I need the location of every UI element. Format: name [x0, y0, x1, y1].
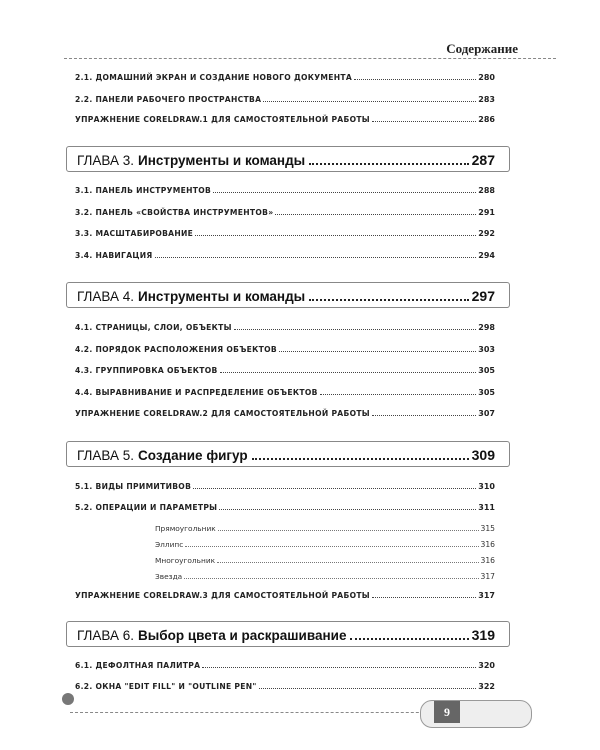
leader-dots [202, 667, 476, 668]
leader-dots [185, 546, 478, 547]
toc-entry-label: 4.4. ВЫРАВНИВАНИЕ И РАСПРЕДЕЛЕНИЕ ОБЪЕКТОВ [75, 388, 318, 397]
toc-subentry-label: Прямоугольник [155, 524, 216, 533]
toc-entry-label: УПРАЖНЕНИЕ CORELDRAW.2 ДЛЯ САМОСТОЯТЕЛЬНОЙ РАБОТЫ [75, 409, 370, 418]
toc-entry-page: 292 [478, 229, 495, 238]
chapter-page: 309 [471, 447, 495, 463]
toc-entry-label: 5.2. ОПЕРАЦИИ И ПАРАМЕТРЫ [75, 503, 218, 512]
leader-dots [252, 458, 469, 460]
leader-dots [309, 299, 468, 301]
leader-dots [259, 688, 477, 689]
toc-subentry[interactable] [155, 540, 495, 549]
toc-entry[interactable] [75, 409, 495, 418]
leader-dots [213, 192, 476, 193]
leader-dots [372, 597, 476, 598]
toc-entry[interactable] [75, 251, 495, 260]
toc-subentry-label: Звезда [155, 572, 183, 581]
toc-entry-label: УПРАЖНЕНИЕ CORELDRAW.1 ДЛЯ САМОСТОЯТЕЛЬНОЙ РАБОТЫ [75, 115, 370, 124]
chapter-heading[interactable] [66, 146, 510, 172]
toc-entry[interactable] [75, 345, 495, 354]
toc-entry-page: 298 [478, 323, 495, 332]
toc-entry-label: 4.1. СТРАНИЦЫ, СЛОИ, ОБЪЕКТЫ [75, 323, 232, 332]
chapter-page: 297 [471, 288, 495, 304]
chapter-title: Создание фигур [138, 448, 248, 463]
leader-dots [372, 415, 476, 416]
toc-entry-label: 4.3. ГРУППИРОВКА ОБЪЕКТОВ [75, 366, 218, 375]
toc-entry-page: 280 [478, 73, 495, 82]
leader-dots [218, 530, 479, 531]
toc-entry-page: 291 [478, 208, 495, 217]
toc-entry[interactable] [75, 661, 495, 670]
toc-entry-page: 283 [478, 95, 495, 104]
toc-entry-label: 6.2. ОКНА "EDIT FILL" И "OUTLINE PEN" [75, 682, 257, 691]
toc-subentry[interactable] [155, 524, 495, 533]
leader-dots [155, 257, 477, 258]
leader-dots [220, 372, 477, 373]
toc-entry[interactable] [75, 323, 495, 332]
leader-dots [279, 351, 476, 352]
toc-entry-label: 5.1. ВИДЫ ПРИМИТИВОВ [75, 482, 192, 491]
toc-entry-page: 288 [478, 186, 495, 195]
toc-entry-label: УПРАЖНЕНИЕ CORELDRAW.3 ДЛЯ САМОСТОЯТЕЛЬНОЙ РАБОТЫ [75, 591, 370, 600]
chapter-page: 287 [471, 152, 495, 168]
chapter-number: ГЛАВА 5. [77, 448, 134, 463]
toc-entry[interactable] [75, 388, 495, 397]
toc-entry[interactable] [75, 682, 495, 691]
toc-entry-page: 310 [478, 482, 495, 491]
toc-subentry-page: 316 [480, 556, 495, 565]
toc-entry-page: 303 [478, 345, 495, 354]
toc-entry-label: 3.1. ПАНЕЛЬ ИНСТРУМЕНТОВ [75, 186, 212, 195]
toc-entry[interactable] [75, 73, 495, 82]
toc-entry[interactable] [75, 115, 495, 124]
leader-dots [217, 562, 478, 563]
toc-entry[interactable] [75, 503, 495, 512]
header-divider [64, 58, 556, 59]
chapter-number: ГЛАВА 3. [77, 153, 134, 168]
leader-dots [350, 638, 468, 640]
leader-dots [234, 329, 477, 330]
chapter-heading[interactable] [66, 441, 510, 467]
leader-dots [195, 235, 476, 236]
leader-dots [263, 101, 476, 102]
leader-dots [309, 163, 468, 165]
toc-entry-page: 286 [478, 115, 495, 124]
chapter-number: ГЛАВА 6. [77, 628, 134, 643]
toc-entry-page: 317 [478, 591, 495, 600]
toc-entry[interactable] [75, 95, 495, 104]
leader-dots [219, 509, 476, 510]
toc-subentry[interactable] [155, 556, 495, 565]
toc-entry[interactable] [75, 366, 495, 375]
toc-entry-label: 6.1. ДЕФОЛТНАЯ ПАЛИТРА [75, 661, 201, 670]
toc-subentry[interactable] [155, 572, 495, 581]
toc-subentry-label: Эллипс [155, 540, 184, 549]
toc-entry-label: 3.4. НАВИГАЦИЯ [75, 251, 153, 260]
leader-dots [372, 121, 476, 122]
chapter-number: ГЛАВА 4. [77, 289, 134, 304]
running-header-title: Содержание [446, 41, 518, 56]
toc-entry-page: 305 [478, 388, 495, 397]
chapter-title: Выбор цвета и раскрашивание [138, 628, 347, 643]
toc-entry[interactable] [75, 482, 495, 491]
chapter-title: Инструменты и команды [138, 289, 306, 304]
toc-entry[interactable] [75, 186, 495, 195]
leader-dots [184, 578, 478, 579]
toc-entry[interactable] [75, 591, 495, 600]
page-number: 9 [434, 701, 460, 723]
toc-entry-page: 311 [478, 503, 495, 512]
toc-entry-page: 322 [478, 682, 495, 691]
toc-entry-label: 3.2. ПАНЕЛЬ «СВОЙСТВА ИНСТРУМЕНТОВ» [75, 208, 274, 217]
toc-subentry-label: Многоугольник [155, 556, 216, 565]
chapter-title: Инструменты и команды [138, 153, 306, 168]
footer-bullet [62, 693, 74, 705]
toc-subentry-page: 315 [480, 524, 495, 533]
toc-entry-label: 2.2. ПАНЕЛИ РАБОЧЕГО ПРОСТРАНСТВА [75, 95, 262, 104]
toc-subentry-page: 316 [480, 540, 495, 549]
chapter-page: 319 [471, 627, 495, 643]
toc-entry-page: 307 [478, 409, 495, 418]
toc-entry[interactable] [75, 229, 495, 238]
chapter-heading[interactable] [66, 282, 510, 308]
toc-entry-label: 3.3. МАСШТАБИРОВАНИЕ [75, 229, 194, 238]
leader-dots [354, 79, 476, 80]
leader-dots [275, 214, 476, 215]
toc-entry[interactable] [75, 208, 495, 217]
leader-dots [320, 394, 477, 395]
toc-entry-label: 4.2. ПОРЯДОК РАСПОЛОЖЕНИЯ ОБЪЕКТОВ [75, 345, 277, 354]
leader-dots [193, 488, 476, 489]
toc-entry-page: 305 [478, 366, 495, 375]
chapter-heading[interactable] [66, 621, 510, 647]
toc-entry-page: 320 [478, 661, 495, 670]
toc-entry-label: 2.1. ДОМАШНИЙ ЭКРАН И СОЗДАНИЕ НОВОГО ДОКУМЕНТА [75, 73, 353, 82]
toc-entry-page: 294 [478, 251, 495, 260]
toc-subentry-page: 317 [480, 572, 495, 581]
